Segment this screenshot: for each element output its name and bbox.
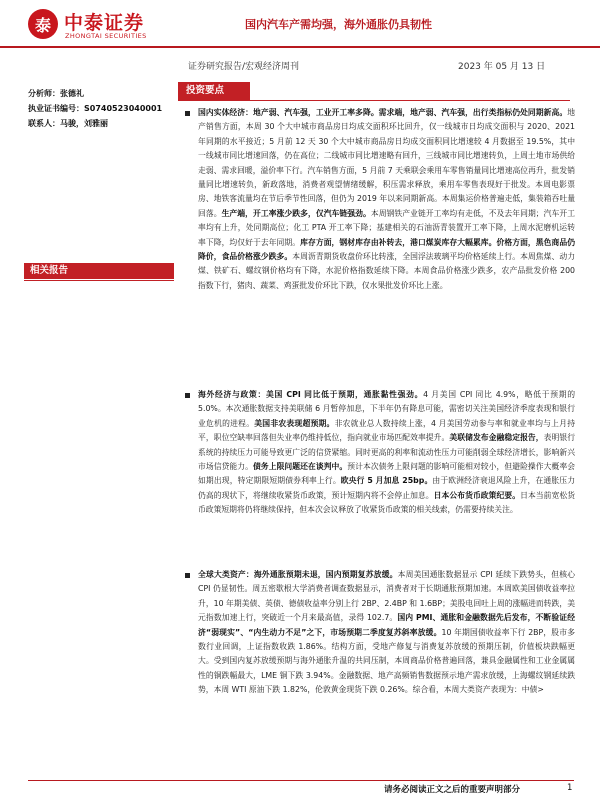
section-rule bbox=[178, 100, 570, 101]
paragraph-domestic-economy bbox=[185, 106, 575, 293]
report-title: 国内汽车产需均强，海外通胀仍具韧性 bbox=[245, 18, 432, 31]
bullet-icon bbox=[185, 573, 190, 578]
bullet-icon bbox=[185, 111, 190, 116]
footer-disclaimer: 请务必阅读正文之后的重要声明部分 bbox=[384, 785, 521, 795]
analyst-line bbox=[28, 88, 84, 99]
related-reports-heading: 相关报告 bbox=[24, 263, 174, 279]
bullet-icon bbox=[185, 393, 190, 398]
contact-label: 联系人： bbox=[28, 119, 60, 128]
footer-rule bbox=[28, 780, 574, 781]
report-type: 证券研究报告/宏观经济周刊 bbox=[188, 62, 300, 72]
logo-mark-icon: 泰 bbox=[28, 9, 58, 39]
paragraph-text: 全球大类资产：海外通胀预期未退，国内预期复苏放缓。本周美国通胀数据显示 CPI 延续下跌势头，但核心 CPI 仍显韧性。周五密歇根大学消费者调查数据显示，消费者对于长期通胀预期加速。本周欧美国债收益率拉升，10 年期美债、英债、德债收益率分别上行 2BP、2.4BP 和 1.6BP；美股电回吐上周的涨幅进而转跌，美元指数加速上行，突破近一个月来最高值，录得 102.7。国内 PMI、通胀和金融数据先后发布，不断验证经济“弱现实”、“内生动力不足”之下，市场预期二季度复苏斜率放缓。10 年期国债收益率下行 2BP，股市多数行业回调，上证指数收跌 1.86%。结构方面，受地产修复与消费复苏放缓的预期压制，价值板块跌幅更大。受到国内复苏放缓预期与海外通胀升温的共同压制，本周商品价格普遍回落，兼具金融属性和工业金属属性的铜跌幅最大，LME 铜下跌 3.94%。金融数据、地产高频销售数据预示地产需求放缓，上海螺纹钢延续跌势，本周 WTI 原油下跌 1.82%，伦敦黄金现货下跌 0.26%。综合看，本周大类资产表现为：中债> bbox=[198, 570, 575, 695]
cert-number: S0740523040001 bbox=[84, 104, 163, 113]
contact-line bbox=[28, 118, 108, 129]
section-title: 投资要点 bbox=[178, 82, 250, 100]
paragraph-text: 国内实体经济：地产弱、汽车强，工业开工率多降。需求端，地产弱、汽车强，出行类指标仍处同期新高。地产销售方面，本周 30 个大中城市商品房日均成交面积环比回升，仅一线城市日均成交面积与 2020、2021 年同期的水平接近；5 月前 12 天 30 个大中城市商品房日均成交面积同比增速较 4 月数据至 19.5%，其中一线城市同比增速回落，仍在高位；二线城市同比增速略有回升，三线城市同比增速转负，上周土地市场供给走弱、需求回暖，溢价率下行。汽车销售方面，5 月前 7 天乘联会乘用车零售销量同比增速高位再升，批发销量同比增速转负，新政落地，消费者观望情绪缓解，积压需求释放，乘用车零售表现好于批发。本周电影票房、地铁客流量均在节后季节性回落，但仍为 2019 年以来同期新高。本周集运价格普遍走低，集装箱吞吐量回落。生产端，开工率涨少跌多，仅汽车链强劲。本周钢铁产业链开工率均有走低，不及去年同期；汽车开工率均有上升，处同期高位；化工 PTA 开工率下降；基建相关的石油沥青装置开工率下降，上周水泥磨机运转率下降，均仅好于去年同期。库存方面，钢材库存由补转去，港口煤炭库存大幅累库。价格方面，黑色商品仍降价，食品价格涨少跌多。本周沥青期货收盘价环比转涨，全国浮法玻璃平均价格延续上行。本周焦煤、动力煤、铁矿石、螺纹钢价格均有下降，水泥价格指数延续下降。本周食品价格涨少跌多，农产品批发价格 200 指数下行，猪肉、蔬菜、鸡蛋批发价环比下跌，仅水果批发价环比上涨。 bbox=[198, 108, 576, 290]
related-reports-rule bbox=[24, 280, 174, 281]
contact-names: 马骏，刘雅丽 bbox=[60, 119, 108, 128]
analyst-label: 分析师： bbox=[28, 89, 60, 98]
company-logo bbox=[28, 6, 163, 44]
paragraph-text: 海外经济与政策：美国 CPI 同比低于预期，通胀黏性强劲。4 月美国 CPI 同比 4.9%，略低于预期的 5.0%。本次通胀数据支持美联储 6 月暂停加息，下半年仍有降息可能，需密切关注美国经济季度表现和银行业危机的进程。美国非农表现超预期。非农就业总人数持续上涨，4 月美国劳动参与率和就业率均与上月持平，职位空缺率回落但失业率仍维持低位，指向就业市场匹配效率提升。美联储发布金融稳定报告，表明银行系统的持续压力可能导致更广泛的信贷紧缩。同时更高的利率和流动性压力可能削弱全球经济增长，影响新兴市场信贷能力。债务上限问题还在谈判中。预计本次债务上限问题的影响可能相对较小，但避险操作大概率会如期出现，特定期限短期债券利率上行。欧央行 5 月加息 25bp。由于欧洲经济衰退风险上升，在通胀压力仍高的现状下，将继续收紧货币政策，预计短期内将不会停止加息。日本公布货币政策纪要。日本当前宽松货币政策短期将仍将继续保持，但本次会议释放了收紧货币政策的相关线索，仍需要持续关注。 bbox=[198, 390, 576, 515]
brand-name-en: ZHONGTAI SECURITIES bbox=[65, 32, 147, 40]
page-number: 1 bbox=[567, 783, 573, 793]
cert-line bbox=[28, 103, 162, 114]
paragraph-global-assets bbox=[185, 568, 575, 698]
cert-label: 执业证书编号： bbox=[28, 104, 84, 113]
report-date: 2023 年 05 月 13 日 bbox=[458, 62, 546, 72]
paragraph-overseas-economy bbox=[185, 388, 575, 518]
brand-name-cn: 中泰证券 bbox=[64, 12, 145, 34]
analyst-name: 张德礼 bbox=[60, 89, 84, 98]
header-rule bbox=[0, 46, 600, 48]
